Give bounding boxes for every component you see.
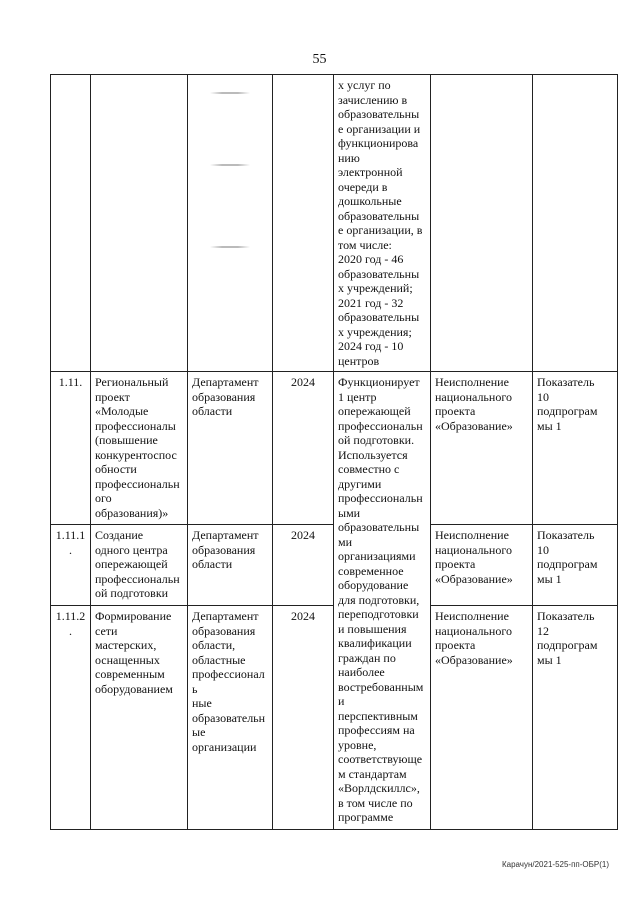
- cell-year: 2024: [273, 606, 334, 830]
- cell-num: 1.11.: [51, 372, 91, 525]
- program-table: [50, 74, 618, 830]
- cell-risk-empty: [431, 75, 533, 372]
- cell-num: 1.11.1.: [51, 525, 91, 606]
- cell-result-merged: Функционирует 1 центр опережающей профессиональн ой подготовки. Используется совместно с другими профессиональн ыми образовательны ми организациями современное оборудование для подготовки, переподготовки и повышения квалификации граждан по наиболее востребованным и перспективным профессиям на уровне, соответствующе м стандартам «Ворлдскиллс», в том числе по программе: [334, 372, 431, 830]
- table-row-continuation: [51, 75, 618, 372]
- cell-indicator-empty: [533, 75, 618, 372]
- page-number: 55: [312, 52, 327, 67]
- scan-smudge: [210, 92, 250, 94]
- cell-risk: Неисполнение национального проекта «Образование»: [431, 606, 533, 830]
- cell-name: Формирование сети мастерских, оснащенных современным оборудованием: [91, 606, 188, 830]
- cell-indicator: Показатель 12 подпрограм мы 1: [533, 606, 618, 830]
- cell-year: 2024: [273, 525, 334, 606]
- cell-year-empty: [273, 75, 334, 372]
- cell-indicator: Показатель 10 подпрограм мы 1: [533, 525, 618, 606]
- cell-result: х услуг по зачислению в образовательны е организации и функционирова нию электронной очереди в дошкольные образовательны е организации, в том числе: 2020 год - 46 образовательны х учреждений; 2021 год - 32 образовательны х учреждения; 2024 год - 10 центров: [334, 75, 431, 372]
- cell-risk: Неисполнение национального проекта «Образование»: [431, 525, 533, 606]
- cell-executor: Департамент образования области: [188, 372, 273, 525]
- cell-name: Региональный проект «Молодые профессионалы (повышение конкурентоспос обности профессиональн ого образования)»: [91, 372, 188, 525]
- cell-indicator: Показатель 10 подпрограм мы 1: [533, 372, 618, 525]
- cell-num-empty: [51, 75, 91, 372]
- cell-year: 2024: [273, 372, 334, 525]
- cell-risk: Неисполнение национального проекта «Образование»: [431, 372, 533, 525]
- cell-num: 1.11.2.: [51, 606, 91, 830]
- table-row: [51, 372, 618, 525]
- cell-name: Создание одного центра опережающей профессиональн ой подготовки: [91, 525, 188, 606]
- cell-name-empty: [91, 75, 188, 372]
- cell-executor-empty: [188, 75, 273, 372]
- cell-executor: Департамент образования области: [188, 525, 273, 606]
- document-code: Карачун/2021-525-пп-ОБР(1): [501, 860, 609, 869]
- scan-smudge: [210, 246, 250, 248]
- cell-executor: Департамент образования области, областные профессиональ ные образовательн ые организации: [188, 606, 273, 830]
- scan-smudge: [210, 164, 250, 166]
